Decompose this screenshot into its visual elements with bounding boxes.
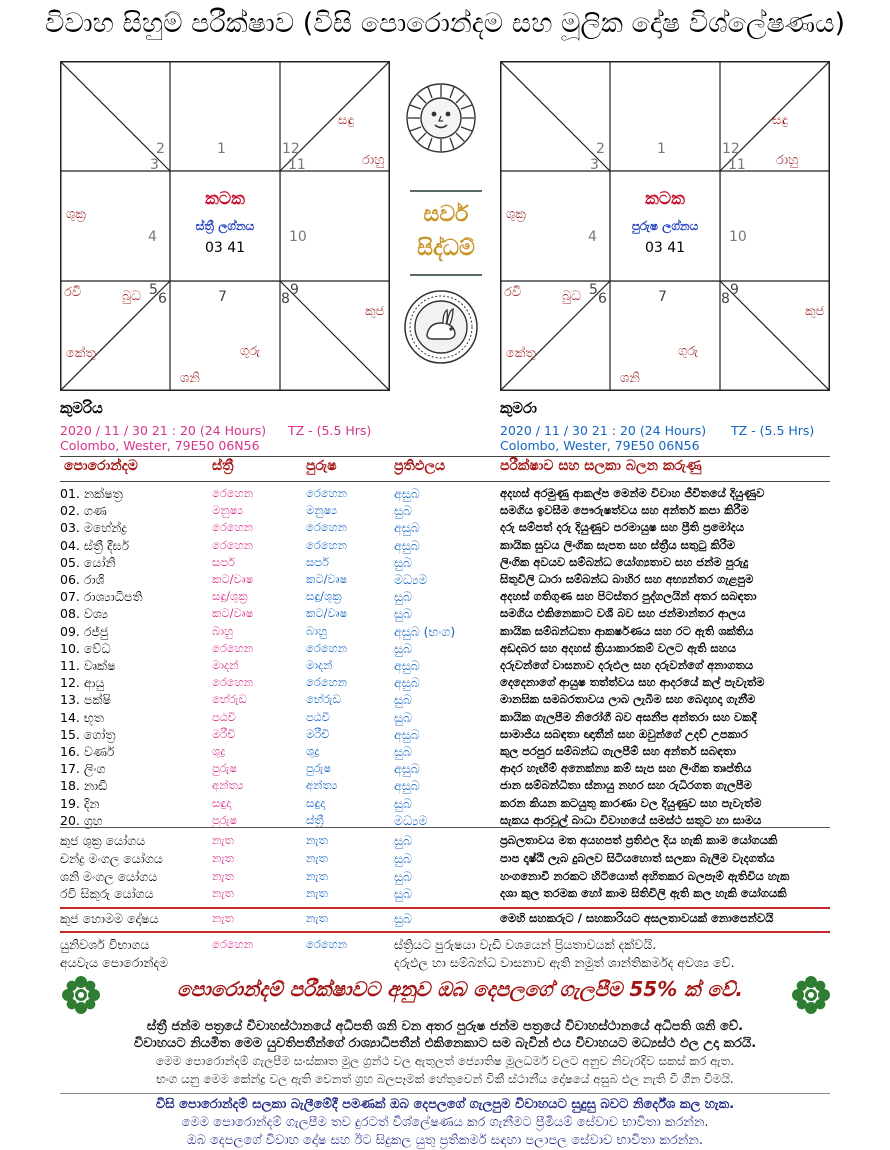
planet-ketu: කේතු [66, 346, 96, 361]
analysis-text: සමගිය එකිනෙකාට වශී බව සහ ජන්මාන්තර ආලය [500, 606, 746, 621]
female-value: පුරුෂ [212, 812, 238, 827]
analysis-text: දෙදෙනාගේ ආයුෂ තත්ත්වය සහ ආදරයේ කල් පැවැත්ම [500, 675, 765, 690]
dosha-bottom-rule [60, 931, 830, 933]
planet-mars: කුජ [805, 304, 825, 319]
analysis-text: කරන කියන කටයුතු කාරණා වල දියුණුව සහ පැවැත්ම [500, 795, 762, 810]
result-value: සුබ [394, 589, 412, 605]
porondam-name: 16. වර්ණ [60, 744, 115, 759]
planet-rahu: රාහු [776, 153, 799, 168]
yoga-row [60, 833, 850, 851]
porondam-name: 07. රාශ්‍යාධිපති [60, 589, 143, 605]
result-value: අසුබ [394, 486, 420, 501]
porondam-row [60, 710, 850, 728]
yoga-row [60, 851, 850, 869]
male-value: භේරුඩ [306, 692, 342, 707]
porondam-row [60, 572, 850, 590]
result-value: සුබ [394, 640, 412, 656]
female-value: භේරුඩ [212, 692, 248, 707]
house-6: 6 [598, 291, 607, 307]
analysis-text: පාප දෘෂ්ඨි ලැබ දුබලව සිටියහොත් සලකා බැලීම වැදගත්ය [500, 850, 775, 865]
female-value: සඳුදා [212, 795, 232, 810]
rasi-name: කටක [205, 189, 245, 209]
house-9: 9 [730, 282, 739, 298]
female-birth-place: Colombo, Wester, 79E50 06N56 [60, 438, 260, 453]
house-4: 4 [588, 229, 597, 245]
porondam-row [60, 761, 850, 779]
porondam-name: 12. ආයු [60, 675, 105, 691]
female-value: මනුෂ්‍ය [212, 503, 244, 518]
house-4: 4 [148, 229, 157, 245]
female-value: රෙහෙන [212, 486, 253, 500]
male-value: රෙහෙන [306, 640, 347, 655]
porondam-name: 19. දින [60, 795, 100, 811]
result-value: සුබ [394, 868, 412, 884]
footer-rule [60, 1093, 830, 1094]
analysis-text: ජාන සම්බන්ධිතා ස්නායු නහර සහ රුධිරගත ගැලපීම [500, 778, 752, 793]
porondam-name: ශනි මංගල යෝගය [60, 868, 158, 884]
porondam-row [60, 778, 850, 796]
female-value: රෙහෙන [212, 937, 253, 951]
analysis-text: දශා කුල තරමක හෝ කාම සිතිවිලි ඇති කල හැකි යෝගයකි [500, 886, 787, 901]
result-value: අසුබ [394, 761, 420, 777]
porondam-row [60, 692, 850, 710]
female-value: පුරුෂ [212, 761, 238, 776]
male-timezone: TZ - (5.5 Hrs) [731, 423, 815, 438]
porondam-name: 02. ගණ [60, 503, 107, 519]
lagna-name: පුරුෂ ලග්නය [631, 219, 699, 233]
analysis-text: සැකය ආරවුල් බාධා විවාහයේ සමස්ථ සතුට හා සාමය [500, 812, 762, 827]
house-5: 5 [149, 282, 158, 298]
male-value: රෙහෙන [306, 675, 347, 690]
female-value: පඨවි [212, 709, 236, 724]
male-value: පඨවි [306, 709, 330, 724]
porondam-name: 09. රජ්ජු [60, 623, 109, 639]
planet-saturn: ශනි [180, 371, 200, 386]
house-7: 7 [218, 289, 227, 305]
planet-mercury: බුධ [562, 289, 581, 304]
female-value: රෙහෙන [212, 640, 253, 655]
male-value: මාදන් [306, 658, 333, 672]
result-value: අසුබ [394, 537, 420, 553]
analysis-text: කායික සුවය ලිංගික සැපත සහ ස්ත්‍රීය සතුටු කිරීම [500, 537, 736, 552]
result-value: සුබ [394, 911, 412, 926]
extra-note: ස්ත්‍රියට පුරුෂයා වැඩි වශයෙන් ප්‍රියතාවයක් දක්වයි. [394, 937, 657, 952]
porondam-row [60, 486, 850, 504]
analysis-text: මානසික සමබරතාවය ලාබ ලැබීම සහ බෙදාහදා ගැනීම [500, 692, 756, 707]
male-value: රෙහෙන [306, 520, 347, 535]
porondam-name: 03. මහේන්ද්‍ර [60, 520, 127, 536]
result-value: සුබ [394, 850, 412, 866]
porondam-row [60, 675, 850, 693]
house-5: 5 [589, 282, 598, 298]
porondam-name: 08. වශ්‍ය [60, 606, 108, 622]
analysis-text: අඩදබර සහ අදහස් ක්‍රියාකාරකම් වලට ඇති සහය [500, 640, 737, 655]
porondam-name: 17. ලිංග [60, 761, 106, 777]
female-value: නැත [212, 850, 234, 865]
lord-note-2: විවාහයට නියමිත මෙම යුවතිපතීන්ගේ රාශ්‍යාධිපතීන් එකිනෙකාට සම බැවින් එය විවාහයට මධ්‍යස්ථ ඵල උදා කරයි. [133, 1036, 757, 1051]
porondam-name: කුජ හොමම දෝෂය [60, 911, 159, 926]
planet-jupiter: ගුරු [678, 344, 699, 359]
method-note: මෙම පොරොන්දම් ගැලපීම සංස්කෘත මුල ග්‍රන්ථ වල ඇතුලත් ජ්‍යොතිෂ මූලධර්ම වලට අනුව නිවැරදිව සකස් කර ඇත. [155, 1054, 735, 1068]
yoga-row [60, 869, 850, 887]
male-value: රෙහෙන [306, 937, 347, 951]
female-birth-datetime: 2020 / 11 / 30 21 : 20 (24 Hours) [60, 423, 267, 438]
house-11: 11 [288, 157, 306, 173]
result-value: සුබ [394, 886, 412, 902]
analysis-text: ප්‍රබලතාවය මත අයහපත් ප්‍රතිඵල දිය හැකි කාම යෝගයකි [500, 833, 778, 847]
analysis-text: කායික ගැලපීම නිරෝගී බව අසනීප අන්තරා සහ වකදී [500, 709, 757, 724]
porondam-row [60, 555, 850, 573]
porondam-row [60, 520, 850, 538]
house-10: 10 [289, 229, 307, 245]
result-value: සුබ [394, 795, 412, 811]
house-7: 7 [658, 289, 667, 305]
birth-time: 03 41 [204, 240, 246, 256]
house-8: 8 [281, 291, 290, 307]
planet-jupiter: ගුරු [240, 344, 261, 359]
male-value: සඳුදා [306, 795, 326, 810]
header-male: පුරුෂ [306, 458, 337, 474]
porondam-name: රවි සිකුරු යෝගය [60, 886, 154, 902]
planet-saturn: ශනි [620, 371, 640, 386]
male-value: කට/වෘෂ [306, 606, 348, 621]
analysis-text: සාමාජීය සබඳතා ඥාතීන් සහ ඔවුන්ගේ උදව් උපකාර [500, 726, 748, 741]
analysis-text: අදහස් ගතිගුණ සහ පිටස්තර පුද්ගලයින් අතර සබඳතා [500, 589, 757, 604]
lagna-name: ස්ත්‍රී ලග්නය [195, 219, 255, 233]
female-value: බාහු [212, 623, 234, 638]
male-value: නැත [306, 911, 328, 925]
female-value: අන්ත්‍ය [212, 778, 244, 793]
male-value: නැත [306, 833, 328, 847]
yoga-row [60, 886, 850, 904]
sarva-siddhi-box [410, 190, 482, 276]
male-value: රෙහෙන [306, 537, 347, 552]
analysis-text: හංගනොවී නරකට හිටියොත් අහිතකර බලපෑම් ඇතිවිය හැක [500, 868, 790, 883]
planet-rahu: රාහු [362, 153, 385, 168]
planet-moon: සඳු [772, 113, 788, 128]
male-value: නැත [306, 886, 328, 901]
planet-ketu: කේතු [506, 346, 536, 361]
female-timezone: TZ - (5.5 Hrs) [288, 423, 372, 438]
result-value: සුබ [394, 554, 412, 570]
moon-rabbit-icon [403, 289, 479, 365]
female-label: කුමරිය [60, 399, 103, 417]
result-value: සුබ [394, 503, 412, 519]
female-value: නැත [212, 911, 234, 925]
analysis-text: කුල පරපුර සම්බන්ධ ගැලපීම් සහ අන්තර් සබඳතා [500, 744, 736, 758]
right-flower-icon [790, 974, 832, 1016]
header-porondama: පොරොන්දම [64, 458, 138, 474]
porondam-name: 01. නක්ෂත්‍ර [60, 486, 123, 501]
lord-note-1: ස්ත්‍රී ජන්ම පත්‍රයේ විවාහස්ථානයේ අධිපති ශනි වන අතර පුරුෂ ජන්ම පත්‍රයේ විවාහස්ථානයේ අධිපති ශනි වේ. [146, 1019, 744, 1034]
planet-venus: ශුක්‍ර [506, 207, 526, 222]
porondam-name: 04. ස්ත්‍රී දීර්ඝ [60, 537, 130, 553]
male-birth-datetime: 2020 / 11 / 30 21 : 20 (24 Hours) [500, 423, 707, 438]
dosha-row [60, 911, 850, 929]
male-value: කට/වෘෂ [306, 572, 348, 586]
female-value: නැත [212, 868, 234, 883]
house-8: 8 [721, 291, 730, 307]
planet-venus: ශුක්‍ර [66, 207, 86, 222]
result-value: අසුබ [394, 520, 420, 536]
female-value: මරීචි [212, 726, 236, 741]
porondam-row [60, 606, 850, 624]
house-9: 9 [290, 282, 299, 298]
analysis-text: ලිංගික අවයව සම්බන්ධ යෝග්‍යතාව සහ ජන්ම පුරුදු [500, 554, 749, 569]
sun-face-icon [405, 82, 477, 154]
male-value: ස්ත්‍රී [306, 812, 324, 827]
male-value: පුරුෂ [306, 761, 332, 776]
male-value: අන්ත්‍ය [306, 778, 338, 793]
male-value: සඳු/ශුක්‍ර [306, 589, 342, 604]
porondam-name: 10. වේධ [60, 640, 111, 656]
porondam-row [60, 503, 850, 521]
result-value: අසුබ [394, 778, 420, 794]
result-value: සුබ [394, 606, 412, 622]
porondam-name: කුජ ශුක්‍ර යෝගය [60, 833, 146, 848]
male-value: රෙහෙන [306, 486, 347, 500]
extra-note: දරුඵල හා සම්බන්ධ වාසනාව ඇති නමුත් ශාන්තිකර්මද අවශ්‍ය වේ. [394, 955, 735, 970]
house-12: 12 [282, 141, 300, 157]
result-value: අසුබ (භංග) [394, 623, 456, 639]
result-value: සුබ [394, 744, 412, 759]
porondam-row [60, 796, 850, 814]
planet-sun: රවි [504, 285, 522, 300]
analysis-text: දරු සම්පත් දරු දියුණුව පරමායුෂ සහ ප්‍රීති ප්‍රමෝදය [500, 520, 745, 535]
page-title: විවාහ සිහුම් පරීක්ෂාව (විසි පොරොන්දම සහ මූලික දෝෂ විශ්ලේෂණය) [44, 8, 846, 39]
house-12: 12 [722, 141, 740, 157]
porondam-name: 06. රාශි [60, 572, 105, 587]
house-2: 2 [596, 141, 605, 157]
porondam-name: 20. ග්‍රහ [60, 812, 103, 828]
female-value: කට/වෘෂ [212, 606, 254, 621]
extra-name: යුනිවර්ශ විභාගය [60, 937, 150, 952]
result-value: සුබ [394, 709, 412, 725]
female-value: රෙහෙන [212, 537, 253, 552]
sarva-siddhi-text: සර්ව සිද්ධම් [417, 202, 475, 261]
recommendation-note: විසි පොරොන්දම් සලකා බැලීමේදී පමණක් ඔබ දෙපලගේ ගැලපුම විවාහයට සුදුසු බවට නිර්දේශ කල හැක. [155, 1097, 735, 1112]
male-value: ශුද්‍ර [306, 744, 320, 758]
header-female: ස්ත්‍රී [212, 458, 234, 474]
porondam-row [60, 727, 850, 745]
analysis-text: සමගිය ඉවසීම පෞරුෂත්වය සහ අන්තර් කපා කිරීම [500, 503, 749, 518]
male-value: සර්ප [306, 554, 329, 569]
result-value: අසුබ [394, 726, 420, 742]
female-value: කට/වෘෂ [212, 572, 254, 586]
house-3: 3 [150, 157, 159, 173]
result-value: සුබ [394, 692, 412, 708]
table-header-rule [60, 481, 830, 482]
extra-row [60, 937, 850, 955]
house-2: 2 [156, 141, 165, 157]
result-value: සුබ [394, 833, 412, 848]
male-label: කුමරා [500, 399, 537, 417]
male-value: නැත [306, 868, 328, 883]
planet-sun: රවි [64, 285, 82, 300]
porondam-name: 14. භූත [60, 709, 104, 725]
analysis-text: අදහස් අරමුණු ආකල්ප මෙන්ම විවාහ ජීවිතයේ දියුණුව [500, 486, 765, 500]
house-1: 1 [217, 141, 226, 157]
female-value: නැත [212, 886, 234, 901]
porondam-row [60, 589, 850, 607]
header-analysis: පරීක්ෂාව සහ සලකා බලන කරුණු [500, 458, 702, 474]
porondam-row [60, 538, 850, 556]
rasi-name: කටක [645, 189, 685, 209]
male-value: මනුෂ්‍ය [306, 503, 338, 518]
house-1: 1 [657, 141, 666, 157]
match-result: පොරොන්දම් පරීක්ෂාවට අනුව ඔබ දෙපලගේ ගැලපීම 55% ක් වේ. [176, 977, 743, 1001]
result-value: අසුබ [394, 658, 420, 673]
porondam-name: 18. නාඩි [60, 778, 108, 794]
planet-mercury: බුධ [122, 289, 141, 304]
table-top-rule [60, 456, 830, 457]
bhanga-note: භංග යනු මෙම කේන්ද්‍ර වල ඇති වෙනත් ග්‍රහ බලපෑමක් හේතුවෙන් විකී ස්ථානීය දෝෂයේ අසුබ ඵල නැති වී ගීන විමයි. [156, 1072, 734, 1086]
female-value: නැත [212, 833, 234, 847]
porondam-row [60, 624, 850, 642]
extra-name: අයවැය පොරොන්දම [60, 955, 169, 970]
porondam-row [60, 658, 850, 676]
extra-row [60, 955, 850, 973]
result-value: මධ්‍යම [394, 572, 428, 587]
female-value: සඳු/ශුක්‍ර [212, 589, 248, 604]
analysis-text: මෙහි සහකරුට / සහකාරියට අසලතාවයක් නොපෙන්වයි [500, 911, 774, 925]
analysis-text: දරුවන්ගේ වාසනාව දරුඵල සහ දරුවන්ගේ අනාගතය [500, 658, 754, 672]
male-value: නැත [306, 850, 328, 865]
female-value: ශුද්‍ර [212, 744, 226, 758]
house-6: 6 [158, 291, 167, 307]
porondam-name: 15. ගෝත්‍ර [60, 726, 116, 742]
porondam-row [60, 641, 850, 659]
porondam-row [60, 744, 850, 762]
female-value: රෙහෙන [212, 675, 253, 690]
female-value: රෙහෙන [212, 520, 253, 535]
table-mid-rule [60, 827, 830, 828]
header-result: ප්‍රතිඵලය [394, 458, 446, 474]
porondam-name: 11. වෘක්ෂ [60, 658, 116, 673]
male-value: මරීචි [306, 726, 330, 741]
female-value: මාදන් [212, 658, 239, 672]
analysis-text: කායික සම්බන්ධතා ආකර්ෂණය සහ රට ඇති ශක්තිය [500, 623, 754, 638]
male-horoscope-chart [500, 61, 830, 391]
analysis-text: සිතුවිලි ධාරා සම්බන්ධ බාහිර සහ අභ්‍යන්තර ගැළපුම [500, 572, 754, 586]
result-value: අසුබ [394, 675, 420, 691]
porondam-name: චන්ද්‍ර මංගල යෝගය [60, 850, 163, 866]
birth-time: 03 41 [644, 240, 686, 256]
premium-service-link[interactable]: මෙම පොරොන්දම් ගැලපීම තව දුරටත් විශ්ලේෂණය කර ගැනීමට ප්‍රීමියම් සේවාව භාවිතා කරන්න. [181, 1115, 709, 1130]
porondam-name: 13. පක්ෂි [60, 692, 111, 708]
male-birth-place: Colombo, Wester, 79E50 06N56 [500, 438, 700, 453]
female-value: සර්ප [212, 554, 235, 569]
palapala-service-link[interactable]: ඔබ දෙපලගේ විවාහ දෝෂ සහ ඊට සිදුකල යුතු ප්‍රතිකර්ම සඳහා පලාපල සේවාව භාවිතා කරන්න. [186, 1133, 703, 1148]
female-horoscope-chart [60, 61, 390, 391]
porondam-name: 05. යෝනි [60, 554, 116, 570]
dosha-top-rule [60, 907, 830, 909]
analysis-text: ආදර හැඟීම් අනෙක්න්‍ය කම් සැප සහ ලිංගික තෘප්තිය [500, 761, 752, 776]
house-11: 11 [728, 157, 746, 173]
house-3: 3 [590, 157, 599, 173]
planet-moon: සඳු [338, 113, 354, 128]
result-value: මධ්‍යම [394, 812, 428, 828]
male-value: බාහු [306, 623, 328, 638]
house-10: 10 [729, 229, 747, 245]
planet-mars: කුජ [365, 304, 385, 319]
left-flower-icon [60, 974, 102, 1016]
